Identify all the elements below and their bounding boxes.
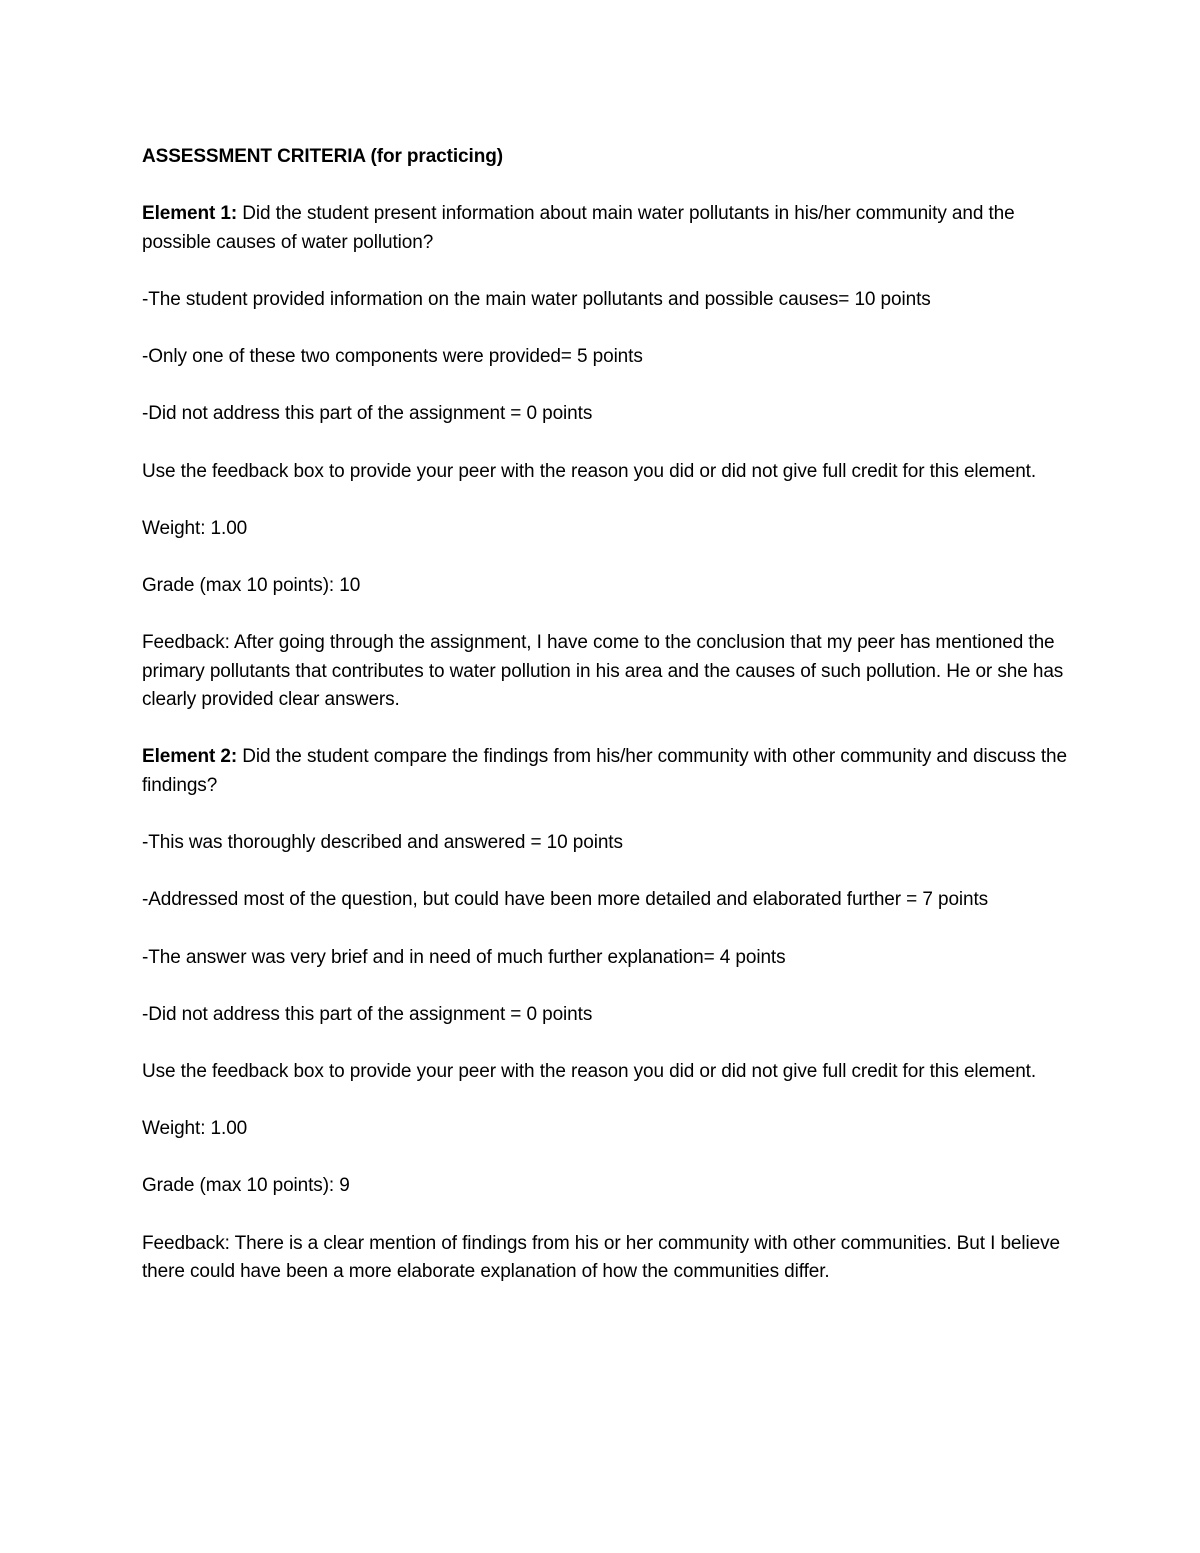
element-2-criterion-1: -This was thoroughly described and answered = 10 points bbox=[142, 832, 623, 854]
element-2-grade: Grade (max 10 points): 9 bbox=[142, 1175, 350, 1197]
element-2-instruction: Use the feedback box to provide your peer with the reason you did or did not give full credit for this element. bbox=[142, 1061, 1037, 1082]
element-1-grade: Grade (max 10 points): 10 bbox=[142, 574, 361, 596]
element-2-weight: Weight: 1.00 bbox=[142, 1118, 248, 1140]
element-1-weight: Weight: 1.00 bbox=[142, 517, 248, 539]
element-1-feedback: Feedback: After going through the assignment, I have come to the conclusion that my peer has mentioned the primary pollutants that contributes to water pollution in his area and the causes of such pollution. He or she has clearly provided clear answers. bbox=[142, 632, 1064, 711]
element-1-question bbox=[142, 200, 1072, 257]
element-2-criterion-3: -The answer was very brief and in need of much further explanation= 4 points bbox=[142, 946, 786, 968]
element-2-label: Element 2: bbox=[142, 746, 238, 768]
document-body bbox=[142, 143, 1072, 1315]
element-1-criterion-3: -Did not address this part of the assignment = 0 points bbox=[142, 403, 593, 425]
element-2-criterion-4: -Did not address this part of the assignment = 0 points bbox=[142, 1003, 593, 1025]
element-2-question bbox=[142, 743, 1072, 800]
element-1-instruction: Use the feedback box to provide your peer with the reason you did or did not give full credit for this element. bbox=[142, 460, 1037, 482]
element-2-feedback: Feedback: There is a clear mention of findings from his or her community with other communities. But I believe there could have been a more elaborate explanation of how the communities differ. bbox=[142, 1232, 1060, 1283]
element-2-criterion-2: -Addressed most of the question, but could have been more detailed and elaborated further = 7 points bbox=[142, 889, 989, 911]
element-1-label: Element 1: bbox=[142, 203, 238, 225]
element-2-question-text: Did the student compare the findings from his/her community with other community and discuss the findings? bbox=[142, 746, 1067, 797]
element-1-question-text: Did the student present information about main water pollutants in his/her community and the possible causes of water pollution? bbox=[142, 203, 1015, 253]
element-1-criterion-1: -The student provided information on the main water pollutants and possible causes= 10 points bbox=[142, 288, 931, 310]
element-1-criterion-2: -Only one of these two components were provided= 5 points bbox=[142, 346, 643, 368]
document-title: ASSESSMENT CRITERIA (for practicing) bbox=[142, 146, 503, 167]
